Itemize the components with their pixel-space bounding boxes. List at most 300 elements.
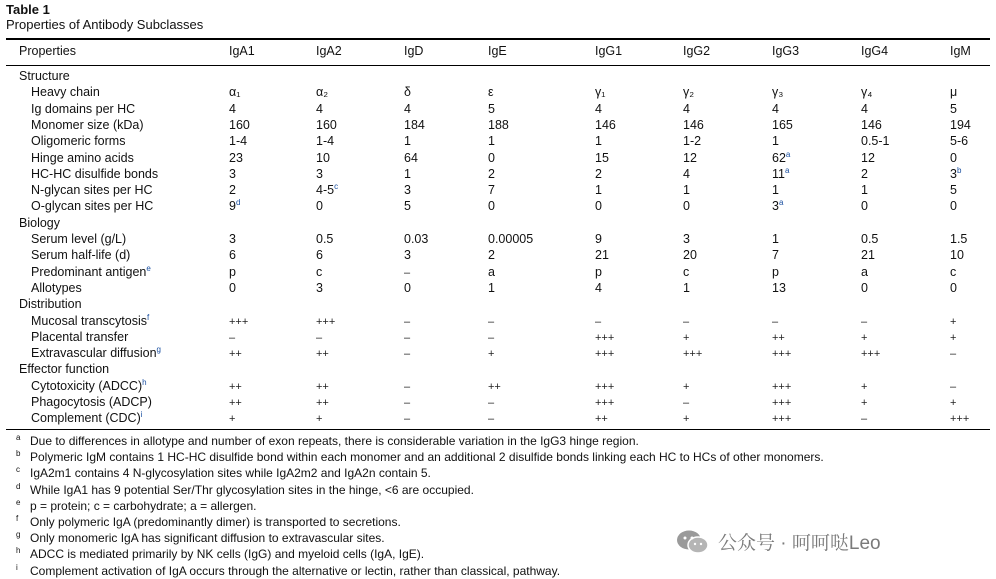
- cell-value: –: [404, 266, 411, 279]
- table-row: [0, 379, 996, 395]
- footnote-text: Complement activation of IgA occurs through the alternative or lectin, rather than classical, pathway.: [30, 563, 561, 578]
- table-cell: [595, 411, 608, 425]
- cell-value: 0.00005: [488, 232, 534, 246]
- table-row: [0, 232, 996, 248]
- row-label-text: Mucosal transcytosis: [31, 313, 148, 328]
- table-cell: [316, 281, 323, 295]
- cell-value: γ₄: [861, 85, 873, 100]
- table-cell: [950, 314, 956, 328]
- footnote-text: Due to differences in allotype and number of exon repeats, there is considerable variation in the IgG3 hinge region.: [30, 434, 639, 448]
- cell-value: 2: [488, 166, 495, 181]
- table-cell: [772, 232, 779, 246]
- cell-value: 1-4: [316, 134, 335, 149]
- cell-value: 21: [861, 248, 875, 263]
- table-cell: [861, 248, 875, 262]
- cell-value: –: [683, 397, 690, 409]
- cell-value: 3: [316, 280, 323, 295]
- row-label-text: Monomer size (kDa): [31, 117, 144, 132]
- cell-value: +: [861, 331, 868, 344]
- table-cell: [316, 379, 329, 393]
- table-row: [0, 85, 996, 101]
- row-label-text: Ig domains per HC: [31, 101, 136, 116]
- cell-value: 1: [404, 134, 411, 149]
- table-cell: [595, 118, 616, 132]
- cell-value: –: [404, 315, 411, 328]
- cell-value: γ₁: [595, 85, 606, 100]
- cell-value: a: [488, 264, 495, 279]
- table-cell: [316, 330, 322, 344]
- cell-value: 1: [595, 134, 602, 149]
- cell-value: 1: [404, 166, 411, 181]
- row-label: [31, 330, 128, 344]
- cell-value: –: [404, 413, 411, 426]
- cell-value: 1: [772, 232, 779, 246]
- row-label-text: Serum half-life (d): [31, 248, 131, 263]
- table-cell: [488, 330, 494, 344]
- cell-value: 4-5: [316, 183, 335, 198]
- table-row: [0, 346, 996, 362]
- table-cell: [683, 314, 689, 328]
- table-cell: [488, 183, 495, 197]
- cell-value: 5-6: [950, 134, 969, 149]
- cell-value: 4: [683, 101, 690, 116]
- cell-value: –: [861, 315, 868, 328]
- cell-value: 146: [595, 117, 616, 132]
- table-cell: [229, 102, 236, 116]
- table-cell: [772, 314, 778, 328]
- table-cell: [861, 102, 868, 116]
- footnote-marker: a: [785, 149, 791, 159]
- table-cell: [488, 167, 495, 181]
- cell-value: +: [950, 315, 957, 328]
- table-cell: [595, 232, 602, 246]
- footnote: d While IgA1 has 9 potential Ser/Thr glycosylation sites in the hinge, <6 are occupied.: [16, 481, 474, 497]
- cell-value: 0.5: [861, 232, 879, 246]
- cell-value: 0.03: [404, 232, 429, 246]
- table-cell: [316, 314, 335, 328]
- table-cell: [404, 411, 410, 425]
- row-label: [31, 85, 100, 99]
- cell-value: 4: [404, 101, 411, 116]
- watermark: [676, 528, 881, 555]
- cell-value: 1-4: [229, 134, 248, 149]
- table-cell: [404, 102, 411, 116]
- table-cell: [683, 183, 690, 197]
- cell-value: 0: [950, 150, 957, 165]
- cell-value: 7: [488, 183, 495, 198]
- table-cell: [683, 395, 689, 409]
- table-cell: [683, 134, 701, 148]
- table-cell: [316, 102, 323, 116]
- table-cell: [488, 395, 494, 409]
- table-cell: [595, 183, 602, 197]
- cell-value: 3: [950, 166, 957, 181]
- table-cell: [404, 151, 418, 165]
- table-cell: [316, 395, 329, 409]
- row-label: [31, 167, 158, 181]
- cell-value: 1-2: [683, 134, 702, 149]
- footnote-marker: a: [778, 198, 784, 208]
- row-label: [31, 411, 143, 425]
- table-cell: [488, 232, 533, 246]
- table-cell: [488, 85, 494, 99]
- table-cell: [404, 248, 411, 262]
- table-cell: [488, 314, 494, 328]
- table-cell: [229, 411, 235, 425]
- column-header-properties: Properties: [19, 44, 76, 58]
- cell-value: –: [404, 348, 411, 361]
- cell-value: ε: [488, 85, 494, 100]
- table-cell: [404, 281, 411, 295]
- table-cell: [595, 330, 614, 344]
- column-header: IgG3: [772, 44, 800, 58]
- cell-value: 21: [595, 248, 609, 263]
- table-cell: [488, 118, 509, 132]
- cell-value: p: [595, 264, 602, 279]
- row-label-text: Predominant antigen: [31, 264, 147, 279]
- footnote-marker: d: [235, 198, 241, 208]
- table-cell: [950, 151, 957, 165]
- cell-value: 3: [404, 183, 411, 198]
- table-cell: [595, 314, 601, 328]
- table-cell: [229, 151, 243, 165]
- footnote-text: Only polymeric IgA (predominantly dimer) is transported to secretions.: [30, 515, 401, 529]
- column-header: IgG2: [683, 44, 711, 58]
- row-label: [31, 281, 82, 295]
- table-cell: [316, 265, 322, 279]
- row-label-text: Complement (CDC): [31, 411, 141, 426]
- cell-value: α₂: [316, 85, 329, 100]
- table-cell: [861, 232, 878, 246]
- cell-value: 3: [316, 166, 323, 181]
- table-cell: [229, 395, 242, 409]
- cell-value: +: [861, 397, 868, 409]
- row-label: [31, 102, 135, 116]
- table-cell: [950, 232, 967, 246]
- cell-value: +++: [772, 348, 792, 361]
- table-cell: [404, 85, 411, 99]
- cell-value: ++: [229, 348, 242, 361]
- cell-value: 194: [950, 117, 971, 132]
- column-header: IgM: [950, 44, 971, 58]
- column-header: IgA1: [229, 44, 255, 58]
- row-label: [31, 265, 151, 279]
- row-label-text: Serum level (g/L): [31, 232, 127, 246]
- table-cell: [772, 379, 791, 393]
- table-row: [0, 151, 996, 167]
- cell-value: 0: [950, 280, 957, 295]
- table-row: [0, 330, 996, 346]
- table-cell: [595, 281, 602, 295]
- cell-value: 5: [488, 101, 495, 116]
- table-cell: [950, 118, 971, 132]
- footnote-text: p = protein; c = carbohydrate; a = allergen.: [30, 498, 257, 513]
- table-cell: [488, 281, 495, 295]
- table-cell: [595, 167, 602, 181]
- cell-value: c: [950, 264, 957, 279]
- table-cell: [683, 379, 689, 393]
- footnote-text: While IgA1 has 9 potential Ser/Thr glycosylation sites in the hinge, <6 are occupied.: [30, 482, 474, 497]
- cell-value: 165: [772, 117, 793, 132]
- cell-value: 10: [950, 248, 964, 263]
- cell-value: +++: [772, 413, 792, 426]
- cell-value: 0: [950, 199, 957, 214]
- cell-value: +: [950, 331, 957, 344]
- cell-value: 5: [950, 183, 957, 198]
- column-header: IgA2: [316, 44, 342, 58]
- footnote-marker: b: [956, 165, 962, 175]
- table-cell: [488, 379, 501, 393]
- cell-value: –: [488, 413, 495, 426]
- cell-value: 5: [950, 101, 957, 116]
- table-cell: [683, 346, 702, 360]
- cell-value: 15: [595, 150, 609, 165]
- table-cell: [229, 167, 236, 181]
- cell-value: 0.5: [316, 232, 334, 246]
- cell-value: +: [229, 413, 236, 426]
- cell-value: 12: [683, 150, 697, 165]
- cell-value: γ₂: [683, 85, 695, 100]
- table-cell: [950, 102, 957, 116]
- cell-value: 62: [772, 150, 786, 165]
- table-cell: [229, 248, 236, 262]
- table-cell: [861, 379, 867, 393]
- table-cell: [404, 167, 411, 181]
- table-cell: [772, 281, 786, 295]
- cell-value: 0: [404, 280, 411, 295]
- table-cell: [404, 183, 411, 197]
- cell-value: 3: [229, 166, 236, 181]
- table-cell: [595, 248, 609, 262]
- cell-value: 0: [316, 199, 323, 214]
- table-cell: [404, 232, 428, 246]
- footnote: f Only polymeric IgA (predominantly dimer) is transported to secretions.: [16, 514, 401, 529]
- cell-value: +++: [316, 315, 336, 328]
- table-cell: [404, 134, 411, 148]
- table-cell: [683, 85, 694, 99]
- cell-value: –: [316, 331, 323, 344]
- cell-value: +++: [950, 413, 970, 426]
- cell-value: 4: [861, 101, 868, 116]
- table-cell: [229, 118, 250, 132]
- cell-value: 0: [683, 199, 690, 214]
- cell-value: 9: [595, 232, 602, 246]
- cell-value: ++: [229, 380, 242, 393]
- row-label: [31, 379, 147, 393]
- row-label-text: Allotypes: [31, 280, 82, 295]
- cell-value: +: [950, 397, 957, 409]
- table-row: [0, 183, 996, 199]
- section-heading: Effector function: [19, 362, 110, 377]
- table-cell: [316, 346, 329, 360]
- footnote-text: Only monomeric IgA has significant diffusion to extravascular sites.: [30, 531, 385, 546]
- table-row: [0, 314, 996, 330]
- table-cell: [861, 85, 872, 99]
- table-cell: [950, 411, 969, 425]
- table-cell: [595, 151, 609, 165]
- table-cell: [595, 395, 614, 409]
- cell-value: 23: [229, 150, 243, 165]
- cell-value: 2: [488, 248, 495, 263]
- footnote-text: ADCC is mediated primarily by NK cells (IgG) and myeloid cells (IgA, IgE).: [30, 547, 425, 562]
- cell-value: 1: [772, 134, 779, 149]
- top-rule: [6, 38, 990, 40]
- cell-value: ++: [488, 380, 501, 393]
- cell-value: 0.5-1: [861, 134, 890, 149]
- table-cell: [950, 330, 956, 344]
- cell-value: 160: [316, 117, 337, 132]
- table-cell: [950, 346, 956, 360]
- table-cell: [404, 346, 410, 360]
- table-cell: [861, 151, 875, 165]
- cell-value: 1: [488, 280, 495, 295]
- table-row: [0, 102, 996, 118]
- cell-value: 1: [772, 183, 779, 198]
- cell-value: 160: [229, 117, 250, 132]
- table-cell: [683, 248, 697, 262]
- footnote: g Only monomeric IgA has significant diffusion to extravascular sites.: [16, 530, 385, 546]
- table-cell: [861, 281, 868, 295]
- footnote-marker: g: [156, 344, 161, 354]
- cell-value: α₁: [229, 85, 241, 100]
- table-cell: [950, 281, 957, 295]
- table-cell: [950, 183, 957, 197]
- table-cell: [229, 281, 236, 295]
- table-row: [0, 411, 996, 427]
- table-cell: [229, 330, 235, 344]
- cell-value: 4: [316, 101, 323, 116]
- table-cell: [683, 118, 704, 132]
- table-cell: [772, 167, 789, 181]
- table-row: [0, 248, 996, 264]
- table-cell: [229, 346, 242, 360]
- cell-value: 9: [229, 199, 236, 214]
- row-label-text: Placental transfer: [31, 329, 129, 344]
- table-cell: [229, 134, 247, 148]
- cell-value: –: [488, 331, 495, 344]
- table-cell: [861, 199, 868, 213]
- table-cell: [772, 85, 783, 99]
- table-cell: [772, 330, 785, 344]
- table-cell: [404, 395, 410, 409]
- row-label: [31, 118, 144, 132]
- row-label: [31, 346, 161, 360]
- cell-value: +: [683, 413, 690, 426]
- table-cell: [595, 265, 602, 279]
- cell-value: +: [683, 380, 690, 393]
- cell-value: 0: [488, 150, 495, 165]
- table-cell: [488, 151, 495, 165]
- footnote: e p = protein; c = carbohydrate; a = allergen.: [16, 497, 257, 513]
- column-header: IgG1: [595, 44, 623, 58]
- footnote-text: Polymeric IgM contains 1 HC-HC disulfide bond within each monomer and an additional 2 disulfide bonds linking each HC to HCs of other monomers.: [30, 450, 824, 465]
- column-header: IgE: [488, 44, 507, 58]
- cell-value: 64: [404, 150, 418, 165]
- footnote-marker: i: [140, 410, 143, 420]
- footnote: c IgA2m1 contains 4 N-glycosylation sites while IgA2m2 and IgA2n contain 5.: [16, 465, 431, 481]
- cell-value: ++: [229, 397, 242, 409]
- table-cell: [950, 379, 956, 393]
- table-cell: [229, 232, 236, 246]
- cell-value: +++: [772, 380, 792, 393]
- table-cell: [772, 183, 779, 197]
- row-label-text: Phagocytosis (ADCP): [31, 395, 152, 409]
- cell-value: 0: [229, 280, 236, 295]
- footnote-marker: a: [784, 165, 790, 175]
- row-label: [31, 232, 126, 246]
- cell-value: 0: [861, 199, 868, 214]
- cell-value: 11: [772, 166, 785, 181]
- cell-value: 184: [404, 117, 425, 132]
- cell-value: 10: [316, 150, 330, 165]
- table-cell: [683, 151, 697, 165]
- cell-value: +++: [595, 397, 615, 409]
- table-cell: [229, 199, 240, 213]
- cell-value: +++: [683, 348, 703, 361]
- row-label-text: HC-HC disulfide bonds: [31, 166, 159, 181]
- row-label-text: O-glycan sites per HC: [31, 199, 154, 214]
- table-cell: [772, 346, 791, 360]
- table-cell: [861, 411, 867, 425]
- row-label-text: Extravascular diffusion: [31, 346, 157, 361]
- table-cell: [683, 199, 690, 213]
- table-cell: [950, 199, 957, 213]
- table-cell: [683, 265, 689, 279]
- row-label: [31, 314, 149, 328]
- row-label-text: Cytotoxicity (ADCC): [31, 378, 143, 393]
- cell-value: +++: [229, 315, 249, 328]
- table-cell: [861, 314, 867, 328]
- table-cell: [488, 199, 495, 213]
- table-cell: [316, 167, 323, 181]
- cell-value: +: [683, 331, 690, 344]
- table-cell: [772, 102, 779, 116]
- table-cell: [595, 85, 605, 99]
- footnote-marker: h: [142, 377, 147, 387]
- table-cell: [683, 167, 690, 181]
- cell-value: ++: [316, 397, 329, 409]
- cell-value: 20: [683, 248, 697, 263]
- footnote: h ADCC is mediated primarily by NK cells (IgG) and myeloid cells (IgA, IgE).: [16, 546, 425, 562]
- table-cell: [404, 199, 411, 213]
- cell-value: 146: [861, 117, 882, 132]
- cell-value: –: [950, 348, 957, 361]
- row-label-text: Hinge amino acids: [31, 150, 134, 165]
- table-cell: [488, 411, 494, 425]
- cell-value: –: [595, 315, 602, 328]
- cell-value: ++: [316, 348, 329, 361]
- section-heading: Structure: [19, 69, 70, 83]
- table-label: Table 1: [6, 2, 50, 17]
- cell-value: –: [404, 380, 411, 393]
- cell-value: 2: [229, 183, 236, 198]
- table-cell: [861, 167, 868, 181]
- row-label: [31, 395, 152, 409]
- table-cell: [950, 248, 964, 262]
- cell-value: γ₃: [772, 85, 784, 100]
- table-row: [0, 281, 996, 297]
- cell-value: 6: [316, 248, 323, 263]
- table-cell: [772, 395, 791, 409]
- table-cell: [488, 248, 495, 262]
- cell-value: 0: [595, 199, 602, 214]
- footnote: b Polymeric IgM contains 1 HC-HC disulfide bond within each monomer and an additional 2 disulfide bonds linking each HC to HCs of other monomers.: [16, 449, 824, 465]
- cell-value: 5: [404, 199, 411, 214]
- cell-value: 2: [861, 166, 868, 181]
- section-heading: Biology: [19, 215, 60, 230]
- bottom-rule: [6, 429, 990, 430]
- cell-value: 0: [488, 199, 495, 214]
